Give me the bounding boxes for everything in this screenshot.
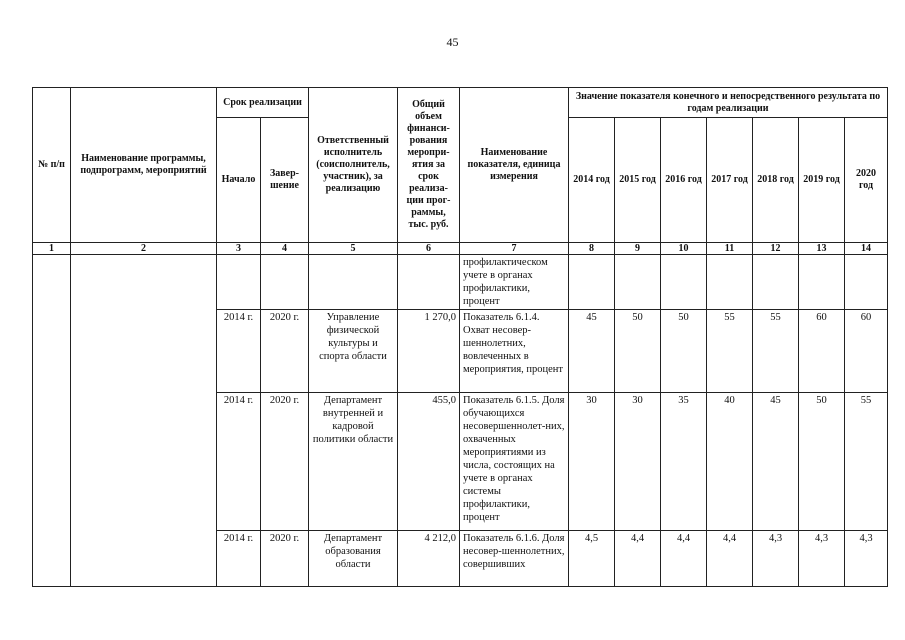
header-year: 2016 год	[661, 118, 707, 243]
header-year: 2019 год	[799, 118, 845, 243]
cell-indicator: Показатель 6.1.6. Доля несовер-шеннолетних, совершивших	[460, 531, 569, 587]
cell-funding	[398, 255, 460, 310]
cell-num	[33, 255, 71, 587]
cell-value: 4,3	[845, 531, 888, 587]
header-num: № п/п	[33, 88, 71, 243]
program-table	[32, 87, 888, 587]
column-number: 5	[309, 243, 398, 255]
cell-funding: 1 270,0	[398, 310, 460, 393]
cell-value	[799, 255, 845, 310]
cell-funding: 455,0	[398, 393, 460, 531]
header-end: Завер-шение	[261, 118, 309, 243]
column-number: 6	[398, 243, 460, 255]
cell-executor	[309, 255, 398, 310]
column-number: 13	[799, 243, 845, 255]
cell-executor: Департамент внутренней и кадровой политики области	[309, 393, 398, 531]
cell-value: 4,5	[569, 531, 615, 587]
cell-funding: 4 212,0	[398, 531, 460, 587]
cell-value: 4,4	[707, 531, 753, 587]
cell-value: 4,4	[615, 531, 661, 587]
cell-value: 55	[707, 310, 753, 393]
cell-end: 2020 г.	[261, 310, 309, 393]
cell-start	[217, 255, 261, 310]
column-number: 10	[661, 243, 707, 255]
header-year: 2017 год	[707, 118, 753, 243]
cell-end	[261, 255, 309, 310]
column-number: 9	[615, 243, 661, 255]
page-number: 45	[446, 35, 459, 49]
cell-value: 4,3	[799, 531, 845, 587]
cell-value: 30	[615, 393, 661, 531]
header-year: 2015 год	[615, 118, 661, 243]
cell-executor: Управление физической культуры и спорта области	[309, 310, 398, 393]
column-number: 4	[261, 243, 309, 255]
cell-executor: Департамент образования области	[309, 531, 398, 587]
cell-indicator: Показатель 6.1.5. Доля обучающихся несовершеннолет-них, охваченных мероприятиями из числа, состоящих на учете в органах системы профилактики, процент	[460, 393, 569, 531]
cell-end: 2020 г.	[261, 393, 309, 531]
cell-value: 4,3	[753, 531, 799, 587]
cell-value: 45	[569, 310, 615, 393]
cell-value	[845, 255, 888, 310]
column-number: 7	[460, 243, 569, 255]
column-number: 14	[845, 243, 888, 255]
cell-indicator: профилактическом учете в органах профилактики, процент	[460, 255, 569, 310]
cell-value	[615, 255, 661, 310]
cell-value: 30	[569, 393, 615, 531]
cell-value: 45	[753, 393, 799, 531]
column-number: 1	[33, 243, 71, 255]
cell-value: 55	[753, 310, 799, 393]
cell-value: 60	[845, 310, 888, 393]
cell-indicator: Показатель 6.1.4. Охват несовер-шеннолетних, вовлеченных в мероприятия, процент	[460, 310, 569, 393]
header-period: Срок реализации	[217, 88, 309, 118]
header-year: 2018 год	[753, 118, 799, 243]
header-start: Начало	[217, 118, 261, 243]
cell-value: 50	[799, 393, 845, 531]
header-indicator: Наименование показателя, единица измерения	[460, 88, 569, 243]
column-number: 11	[707, 243, 753, 255]
cell-start: 2014 г.	[217, 310, 261, 393]
cell-value: 40	[707, 393, 753, 531]
column-number: 2	[71, 243, 217, 255]
header-values-group: Значение показателя конечного и непосредственного результата по годам реализации	[569, 88, 888, 118]
header-year: 2014 год	[569, 118, 615, 243]
header-funding: Общий объем финанси-рования меропри-ятия за срок реализа-ции прог-раммы, тыс. руб.	[398, 88, 460, 243]
cell-start: 2014 г.	[217, 393, 261, 531]
cell-program-name	[71, 255, 217, 587]
cell-value: 50	[661, 310, 707, 393]
cell-value	[569, 255, 615, 310]
cell-value	[753, 255, 799, 310]
header-year: 2020 год	[845, 118, 888, 243]
cell-value: 60	[799, 310, 845, 393]
cell-value	[707, 255, 753, 310]
cell-value: 50	[615, 310, 661, 393]
header-name: Наименование программы, подпрограмм, мероприятий	[71, 88, 217, 243]
table-row	[33, 255, 888, 310]
cell-end: 2020 г.	[261, 531, 309, 587]
header-executor: Ответственный исполнитель (соисполнитель, участник), за реализацию	[309, 88, 398, 243]
column-number: 12	[753, 243, 799, 255]
cell-value: 55	[845, 393, 888, 531]
column-number: 3	[217, 243, 261, 255]
cell-value: 4,4	[661, 531, 707, 587]
cell-value	[661, 255, 707, 310]
column-number: 8	[569, 243, 615, 255]
cell-start: 2014 г.	[217, 531, 261, 587]
cell-value: 35	[661, 393, 707, 531]
